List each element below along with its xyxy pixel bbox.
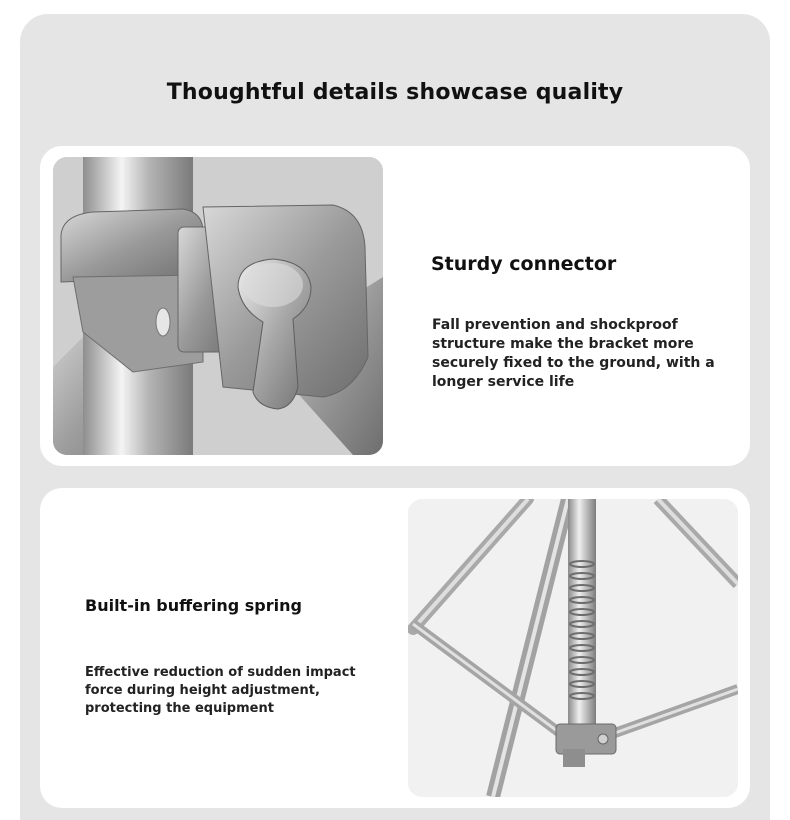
feature-title-spring: Built-in buffering spring: [85, 596, 302, 615]
feature-card-connector: [40, 146, 750, 466]
page-headline: Thoughtful details showcase quality: [166, 80, 624, 105]
spring-photo: [408, 499, 738, 797]
feature-title-connector: Sturdy connector: [431, 253, 617, 275]
feature-card-spring: [40, 488, 750, 808]
connector-photo: [53, 157, 383, 455]
feature-desc-spring: Effective reduction of sudden impact force during height adjustment, protecting the equipment: [85, 665, 356, 716]
feature-desc-connector: Fall prevention and shockproof structure make the bracket more securely fixed to the ground, with a longer service life: [432, 317, 715, 390]
